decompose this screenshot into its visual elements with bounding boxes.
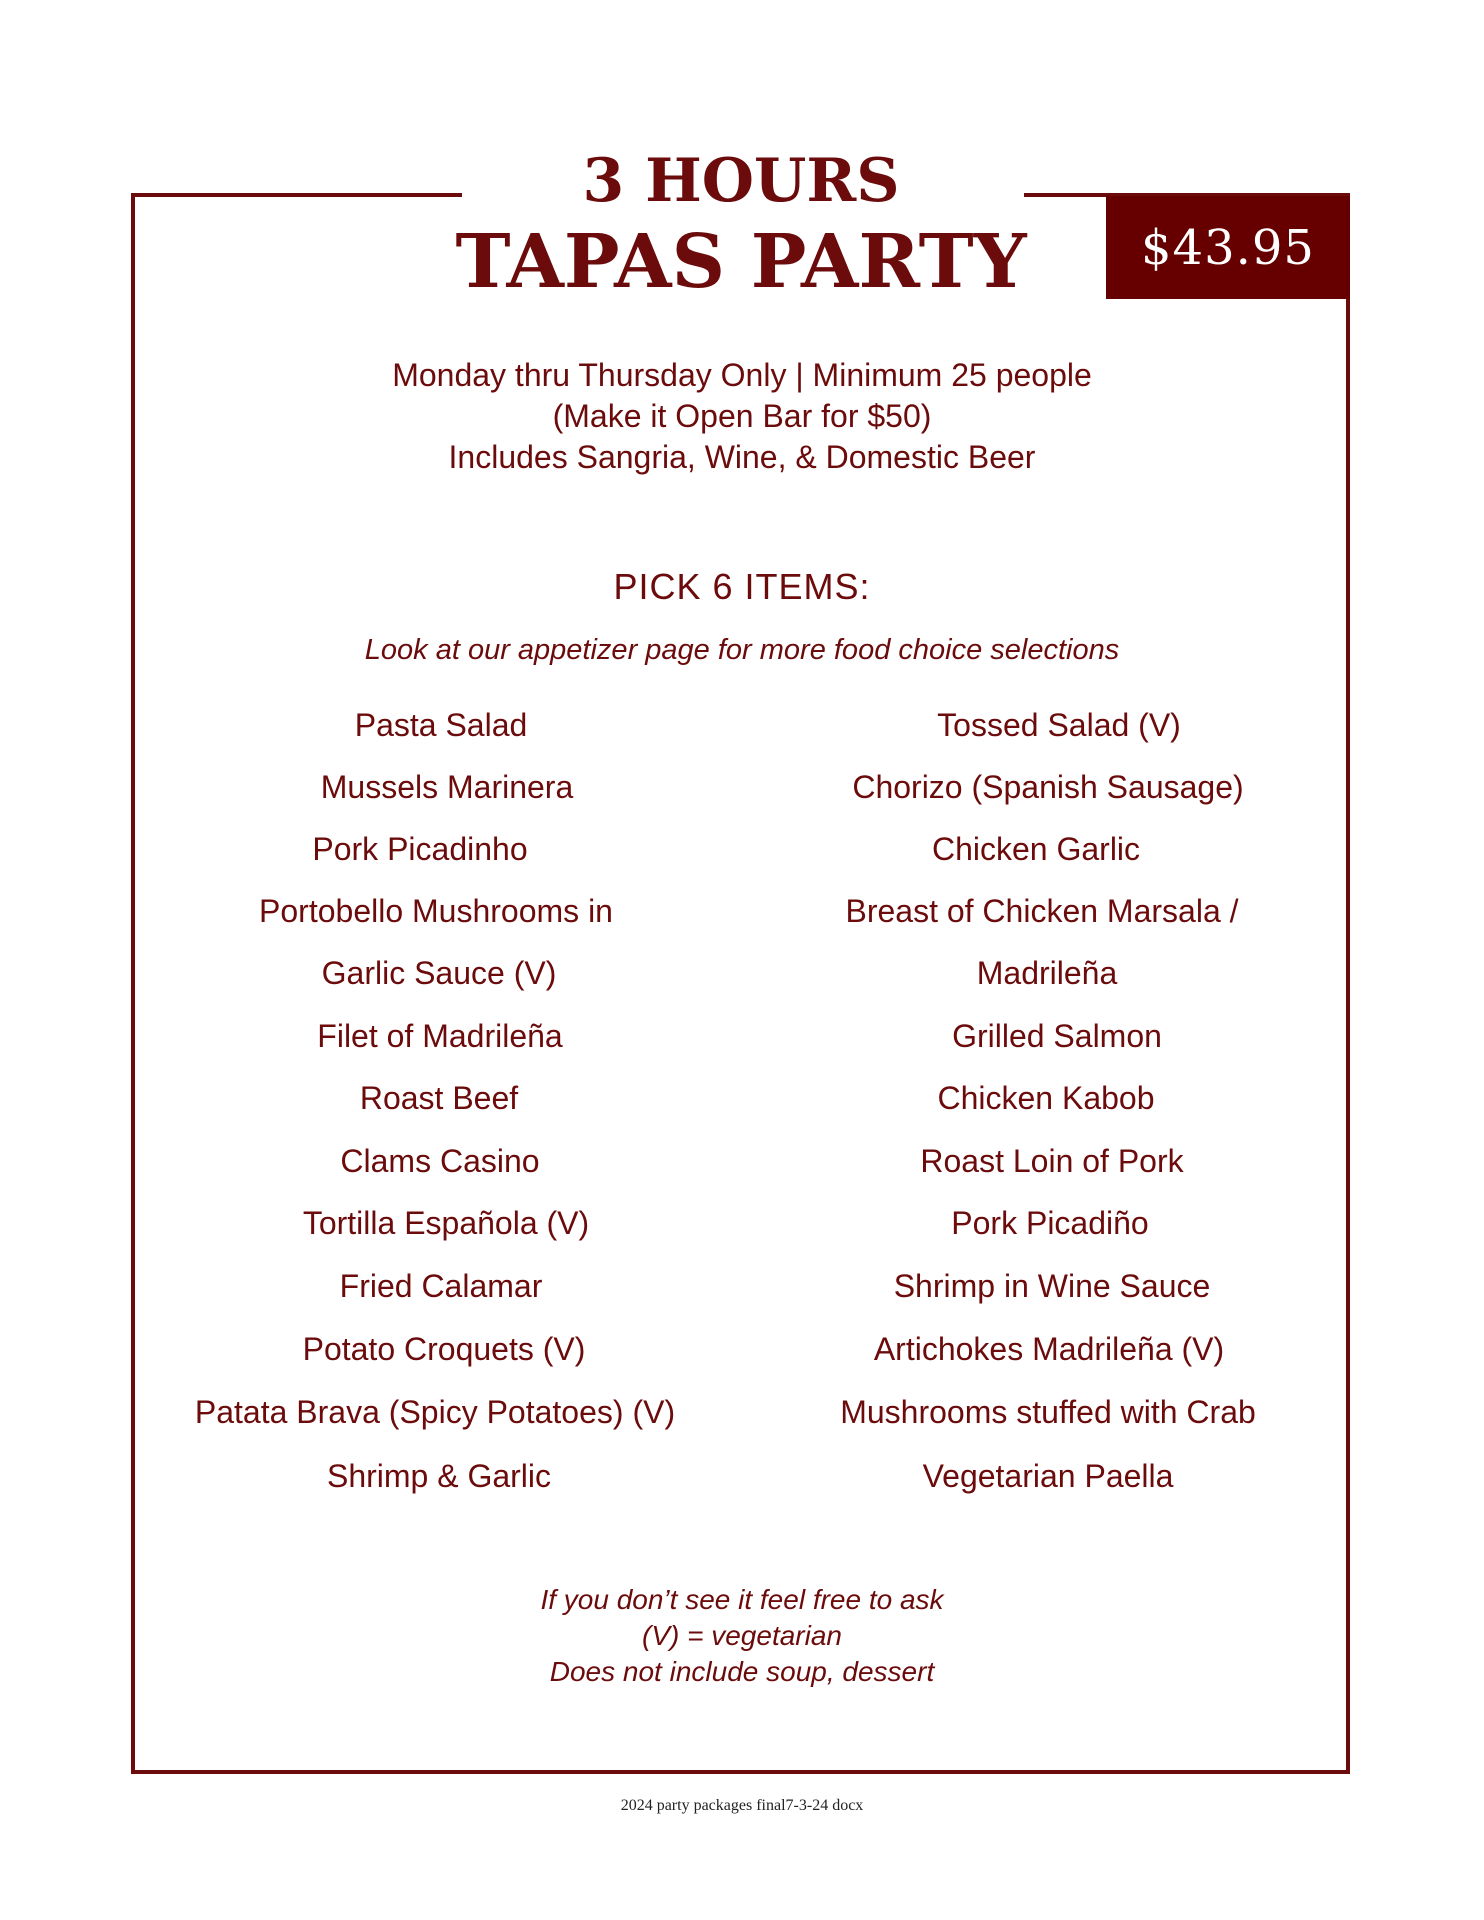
menu-item-right: Roast Loin of Pork (920, 1143, 1184, 1179)
info-days-minimum: Monday thru Thursday Only | Minimum 25 people (392, 357, 1092, 393)
menu-item-left: Pasta Salad (354, 707, 528, 743)
menu-item-left: Roast Beef (359, 1080, 519, 1116)
title-tapas-party: TAPAS PARTY (455, 219, 1027, 305)
info-open-bar: (Make it Open Bar for $50) (552, 398, 932, 434)
menu-item-left: Clams Casino (340, 1143, 540, 1179)
menu-item-right: Chicken Garlic (931, 831, 1141, 867)
menu-item-left: Fried Calamar (339, 1268, 543, 1304)
menu-item-right: Madrileña (976, 955, 1118, 991)
menu-item-right: Chicken Kabob (937, 1080, 1155, 1116)
menu-item-left: Pork Picadinho (312, 831, 528, 867)
price-badge (1106, 196, 1350, 299)
pick-heading: PICK 6 ITEMS: (613, 566, 871, 607)
menu-item-right: Shrimp in Wine Sauce (893, 1268, 1211, 1304)
footer-exclusions: Does not include soup, dessert (549, 1656, 935, 1687)
menu-item-right: Pork Picadiño (951, 1205, 1149, 1241)
footer-ask-note: If you don’t see it feel free to ask (540, 1584, 944, 1615)
menu-item-right: Grilled Salmon (952, 1018, 1162, 1054)
menu-item-left: Filet of Madrileña (317, 1018, 563, 1054)
menu-item-right: Tossed Salad (V) (937, 707, 1181, 743)
title-hours: 3 HOURS (582, 146, 900, 216)
menu-item-right: Vegetarian Paella (922, 1458, 1174, 1494)
price-label: $43.95 (1141, 219, 1315, 276)
menu-item-left: Potato Croquets (V) (302, 1331, 586, 1367)
menu-item-left: Tortilla Española (V) (302, 1205, 590, 1241)
footer-vegetarian-legend: (V) = vegetarian (642, 1620, 842, 1651)
menu-item-left: Shrimp & Garlic (326, 1458, 552, 1494)
info-includes: Includes Sangria, Wine, & Domestic Beer (448, 439, 1036, 475)
menu-item-left: Garlic Sauce (V) (321, 955, 557, 991)
menu-item-right: Chorizo (Spanish Sausage) (852, 769, 1244, 805)
menu-item-right: Artichokes Madrileña (V) (873, 1331, 1225, 1367)
document-filename-footer: 2024 party packages final7-3-24 docx (620, 1797, 864, 1814)
appetizer-note: Look at our appetizer page for more food choice selections (364, 634, 1120, 666)
menu-item-right: Breast of Chicken Marsala / (845, 893, 1239, 929)
menu-item-left: Portobello Mushrooms in (259, 893, 613, 929)
menu-item-left: Patata Brava (Spicy Potatoes) (V) (194, 1394, 676, 1430)
menu-item-left: Mussels Marinera (320, 769, 574, 805)
menu-item-right: Mushrooms stuffed with Crab (840, 1394, 1256, 1430)
